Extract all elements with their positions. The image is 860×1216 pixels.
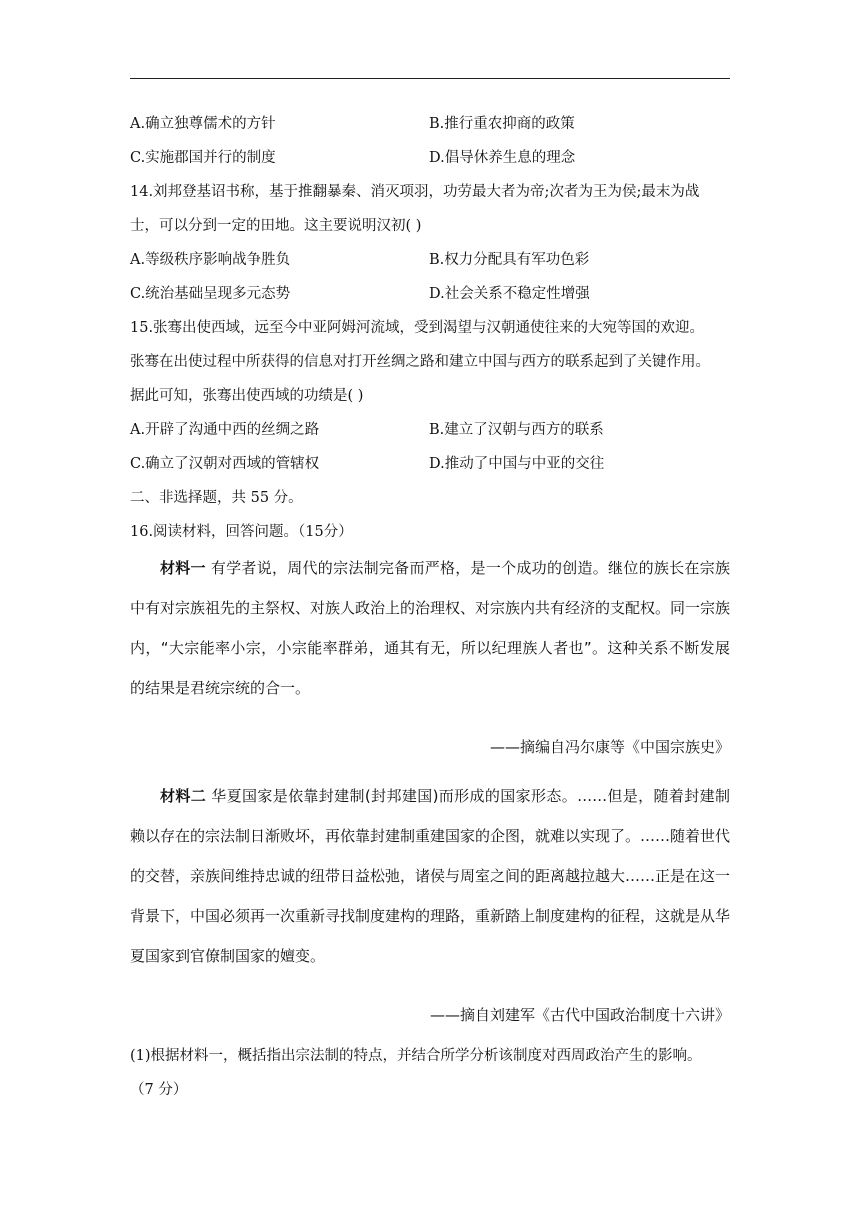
q14-stem-line1: 14.刘邦登基诏书称，基于推翻暴秦、消灭项羽，功劳最大者为帝;次者为王为侯;最末为战 xyxy=(130,184,700,200)
q15-option-d: D.推动了中国与中亚的交往 xyxy=(429,456,605,472)
q13-option-a: A.确立独尊儒术的方针 xyxy=(130,116,276,132)
q16-sub1-line2: （7 分） xyxy=(130,1082,188,1098)
q15-option-c: C.确立了汉朝对西域的管辖权 xyxy=(130,456,320,472)
q16-stem: 16.阅读材料，回答问题。（15分） xyxy=(130,524,353,540)
material-2-source: ——摘自刘建军《古代中国政治制度十六讲》 xyxy=(429,1006,730,1024)
material-2-text: 华夏国家是依靠封建制(封邦建国)而形成的国家形态。……但是，随着封建制赖以存在的宗法制日渐败坏，再依靠封建制重建国家的企图，就难以实现了。……随着世代的交替，亲族间维持忠诚的纽带日益松弛，诸侯与周室之间的距离越拉越大……正是在这一背景下，中国必须再一次重新寻找制度建构的理路，重新踏上制度建构的征程，这就是从华夏国家到官僚制国家的嬗变。 xyxy=(130,787,731,965)
q14-option-a: A.等级秩序影响战争胜负 xyxy=(130,252,291,268)
q14-option-c: C.统治基础呈现多元态势 xyxy=(130,286,291,302)
material-1-label: 材料一 xyxy=(160,559,206,577)
q13-option-c: C.实施郡国并行的制度 xyxy=(130,150,276,166)
material-1 xyxy=(130,548,730,708)
q15-stem-line2: 张骞在出使过程中所获得的信息对打开丝绸之路和建立中国与西方的联系起到了关键作用。 xyxy=(130,354,710,370)
q15-option-b: B.建立了汉朝与西方的联系 xyxy=(429,422,604,438)
q15-stem-line1: 15.张骞出使西域，远至今中亚阿姆河流域，受到渴望与汉朝通使往来的大宛等国的欢迎。 xyxy=(130,320,705,336)
q15-option-a: A.开辟了沟通中西的丝绸之路 xyxy=(130,422,320,438)
q16-sub1-line1: (1)根据材料一，概括指出宗法制的特点，并结合所学分析该制度对西周政治产生的影响。 xyxy=(130,1048,702,1064)
section-heading: 二、非选择题，共 55 分。 xyxy=(130,490,303,506)
q14-option-b: B.权力分配具有军功色彩 xyxy=(429,252,590,268)
q15-stem-line3: 据此可知，张骞出使西域的功绩是( ) xyxy=(130,388,364,404)
material-1-source: ——摘编自冯尔康等《中国宗族史》 xyxy=(489,738,730,756)
material-1-text: 有学者说，周代的宗法制完备而严格，是一个成功的创造。继位的族长在宗族中有对宗族祖先的主祭权、对族人政治上的治理权、对宗族内共有经济的支配权。同一宗族内，“大宗能率小宗，小宗能率群弟，通其有无，所以纪理族人者也”。这种关系不断发展的结果是君统宗统的合一。 xyxy=(130,559,731,697)
header-rule xyxy=(130,78,730,79)
q14-stem-line2: 士，可以分到一定的田地。这主要说明汉初( ) xyxy=(130,218,422,234)
q13-option-d: D.倡导休养生息的理念 xyxy=(429,150,576,166)
q14-option-d: D.社会关系不稳定性增强 xyxy=(429,286,590,302)
q13-option-b: B.推行重农抑商的政策 xyxy=(429,116,575,132)
material-2 xyxy=(130,776,730,976)
material-2-label: 材料二 xyxy=(160,787,207,805)
